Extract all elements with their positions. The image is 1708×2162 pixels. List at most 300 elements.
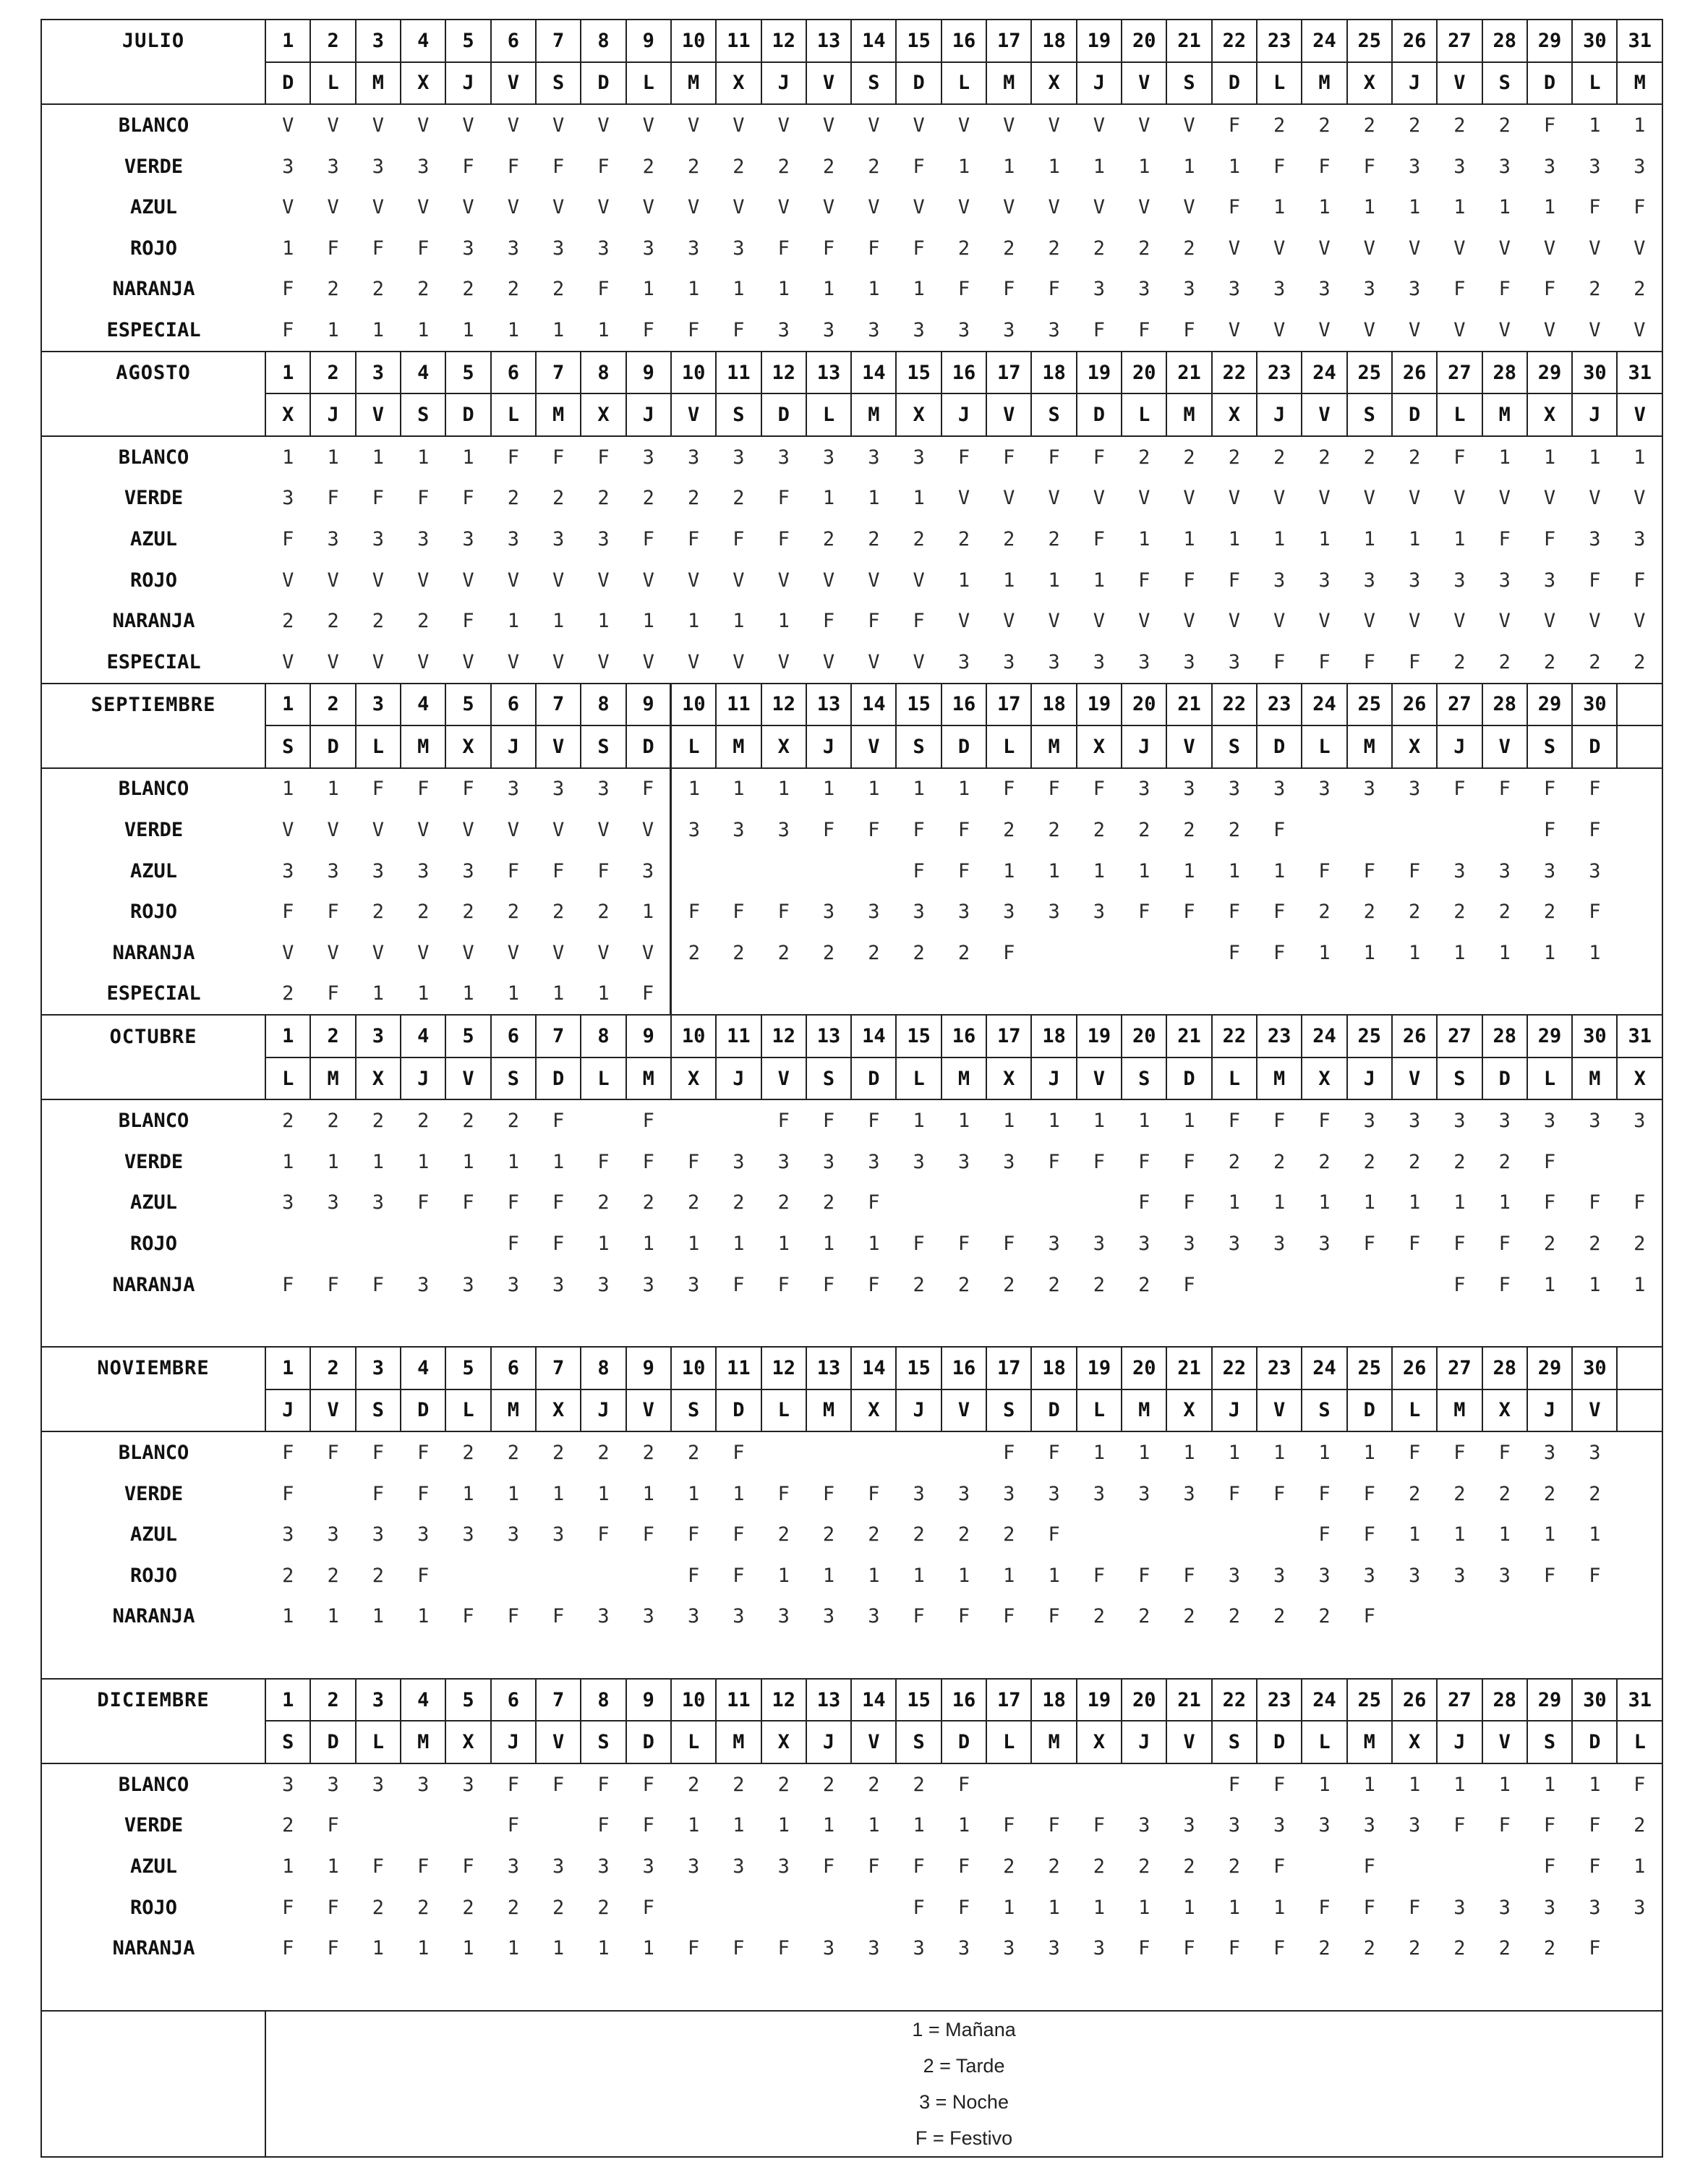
shift-code-cell: F <box>597 1814 610 1837</box>
weekday-letter: L <box>1527 1057 1572 1100</box>
day-number: 12 <box>761 1679 806 1721</box>
shift-code-cell: F <box>462 778 474 801</box>
team-shift-row <box>41 1805 1662 1847</box>
shift-code-cell: F <box>462 487 474 510</box>
day-number: 11 <box>716 1347 761 1389</box>
shift-code-cell: F <box>1318 1482 1331 1505</box>
shift-code-cell: F <box>1273 155 1286 178</box>
day-number: 23 <box>1257 20 1302 62</box>
shift-code-cell <box>941 974 986 1016</box>
shift-code-cell: V <box>1183 196 1195 219</box>
shift-code-cell: V <box>597 196 610 219</box>
shift-code-cell: F <box>1093 1150 1106 1173</box>
weekday-letter: S <box>401 393 445 436</box>
weekday-letter: M <box>1572 1057 1617 1100</box>
shift-code-cell: 1 <box>1093 155 1106 178</box>
shift-code-cell: 3 <box>1183 1814 1195 1837</box>
team-label: VERDE <box>41 478 265 519</box>
shift-code-cell: 3 <box>1408 278 1421 301</box>
shift-code-cell <box>851 1969 896 2011</box>
team-shift-row <box>41 1887 1662 1928</box>
shift-code-cell: V <box>1093 196 1106 219</box>
weekday-letter: M <box>491 1389 536 1432</box>
shift-code-cell: 2 <box>417 1110 430 1133</box>
shift-code-cell <box>1347 1305 1392 1347</box>
shift-code-cell <box>761 851 806 892</box>
day-number: 9 <box>626 1679 671 1721</box>
shift-code-cell <box>1166 1969 1211 2011</box>
team-label: NARANJA <box>41 600 265 642</box>
shift-code-cell: 1 <box>1543 941 1556 964</box>
shift-code-cell: 3 <box>1003 901 1015 924</box>
shift-code-cell <box>716 1887 761 1928</box>
shift-code-cell <box>806 1969 851 2011</box>
shift-code-cell: F <box>552 1773 565 1796</box>
weekday-letter: V <box>536 1721 581 1763</box>
shift-code-cell: F <box>1318 1523 1331 1546</box>
shift-code-cell: F <box>1392 642 1437 684</box>
weekday-letter: L <box>1212 1057 1257 1100</box>
shift-code-cell: 3 <box>913 1937 925 1960</box>
day-number: 25 <box>1347 20 1392 62</box>
shift-code-cell: 1 <box>1589 446 1601 469</box>
shift-code-cell: F <box>671 310 716 352</box>
shift-code-cell: F <box>733 527 745 550</box>
shift-code-cell <box>1527 974 1572 1016</box>
shift-code-cell: F <box>462 1191 474 1214</box>
shift-code-cell: F <box>282 1273 294 1296</box>
day-number: 21 <box>1166 1679 1211 1721</box>
shift-code-cell <box>1077 932 1122 974</box>
shift-code-cell: V <box>507 196 519 219</box>
team-shift-row <box>41 228 1662 269</box>
shift-code-cell <box>896 974 941 1016</box>
shift-code-cell: V <box>417 196 430 219</box>
shift-code-cell: V <box>1498 610 1511 633</box>
shift-code-cell: 2 <box>282 1564 294 1587</box>
shift-code-cell <box>1302 1264 1346 1306</box>
shift-code-cell: V <box>1138 610 1150 633</box>
weekday-letter: L <box>761 1389 806 1432</box>
shift-code-cell: 1 <box>687 1814 700 1837</box>
team-label: ROJO <box>41 1887 265 1928</box>
weekday-letter: J <box>896 1389 941 1432</box>
shift-code-cell: 1 <box>372 1937 385 1960</box>
day-number: 11 <box>716 1679 761 1721</box>
shift-code-cell: F <box>1003 941 1015 964</box>
shift-code-cell <box>1482 1846 1527 1887</box>
shift-code-cell: 1 <box>1093 1110 1106 1133</box>
day-number: 4 <box>401 20 445 62</box>
day-number: 19 <box>1077 352 1122 394</box>
day-number: 8 <box>581 20 625 62</box>
shift-code-cell <box>1347 974 1392 1016</box>
shift-code-cell: 2 <box>1138 1605 1150 1628</box>
shift-code-cell: 1 <box>1183 1110 1195 1133</box>
shift-code-cell: F <box>1498 1814 1511 1837</box>
shift-code-cell: 1 <box>1408 196 1421 219</box>
shift-code-cell: 3 <box>1543 1110 1556 1133</box>
shift-code-cell <box>941 1637 986 1679</box>
day-number: 1 <box>265 1347 310 1389</box>
team-label: VERDE <box>41 1473 265 1515</box>
shift-code-cell: 3 <box>327 859 339 882</box>
shift-code-cell: F <box>1048 1523 1060 1546</box>
day-number: 16 <box>941 1679 986 1721</box>
shift-code-cell <box>1212 1264 1257 1306</box>
shift-code-cell <box>896 1183 941 1224</box>
shift-code-cell: F <box>1363 1896 1375 1919</box>
shift-code-cell: 2 <box>913 1273 925 1296</box>
shift-code-cell: V <box>1453 237 1466 260</box>
shift-code-cell <box>1617 851 1662 892</box>
shift-code-cell: 2 <box>957 237 970 260</box>
day-number: 10 <box>671 352 716 394</box>
shift-code-cell <box>1437 1846 1482 1887</box>
weekday-letter: S <box>806 1057 851 1100</box>
weekday-letter: V <box>1482 725 1527 768</box>
shift-code-cell <box>581 1637 625 1679</box>
shift-code-cell: 3 <box>868 1150 880 1173</box>
shift-code-cell: V <box>282 114 294 137</box>
shift-code-cell: F <box>1453 446 1466 469</box>
team-label: ROJO <box>41 1223 265 1264</box>
shift-code-cell: F <box>327 487 339 510</box>
team-shift-row <box>41 768 1662 810</box>
weekday-letter: J <box>806 725 851 768</box>
shift-code-cell: F <box>552 1191 565 1214</box>
day-number: 15 <box>896 20 941 62</box>
shift-code-cell: 2 <box>687 1773 700 1796</box>
shift-code-cell: 2 <box>687 487 700 510</box>
day-number: 4 <box>401 1679 445 1721</box>
day-number: 2 <box>310 352 355 394</box>
team-shift-row <box>41 146 1662 187</box>
shift-code-cell: 1 <box>868 1233 880 1256</box>
shift-code-cell: F <box>1498 1441 1511 1464</box>
shift-code-cell: 2 <box>327 278 339 301</box>
shift-code-cell: F <box>1408 859 1421 882</box>
shift-code-cell <box>1212 1305 1257 1347</box>
weekday-letter: L <box>1302 725 1346 768</box>
shift-code-cell: 3 <box>1363 778 1375 801</box>
weekday-letter: L <box>356 1721 401 1763</box>
team-shift-row <box>41 1846 1662 1887</box>
shift-code-cell: F <box>1077 310 1122 352</box>
weekday-letter: X <box>536 1389 581 1432</box>
shift-code-cell: 2 <box>265 974 310 1016</box>
shift-code-cell <box>1302 1305 1346 1347</box>
shift-code-cell: 1 <box>822 487 835 510</box>
shift-code-cell <box>1166 974 1211 1016</box>
shift-code-cell: 1 <box>1363 941 1375 964</box>
shift-code-cell: F <box>1003 778 1015 801</box>
weekday-letter: D <box>1527 62 1572 105</box>
day-number: 18 <box>1031 352 1076 394</box>
shift-code-cell: F <box>1228 941 1240 964</box>
day-number: 9 <box>626 684 671 726</box>
shift-code-cell: 2 <box>462 901 474 924</box>
shift-code-cell: F <box>671 891 716 932</box>
shift-code-cell: 3 <box>1048 1233 1060 1256</box>
day-number: 29 <box>1527 352 1572 394</box>
legend-spacer <box>41 2011 265 2157</box>
shift-code-cell <box>1392 1264 1437 1306</box>
shift-code-cell: 2 <box>1138 1855 1150 1878</box>
shift-code-cell: F <box>1318 1896 1331 1919</box>
shift-code-cell: 3 <box>1498 859 1511 882</box>
month-weekday-row <box>41 393 1662 436</box>
shift-code-cell <box>1347 1264 1392 1306</box>
weekday-letter: L <box>1392 1389 1437 1432</box>
day-number: 6 <box>491 1679 536 1721</box>
weekday-letter: D <box>1077 393 1122 436</box>
shift-code-cell: 1 <box>777 1814 790 1837</box>
shift-code-cell <box>671 1969 716 2011</box>
shift-code-cell: 1 <box>1498 1191 1511 1214</box>
shift-code-cell: F <box>1093 446 1106 469</box>
shift-code-cell <box>581 1305 625 1347</box>
shift-code-cell: F <box>1048 1605 1060 1628</box>
shift-code-cell: 2 <box>777 1523 790 1546</box>
shift-code-cell: 2 <box>1003 1523 1015 1546</box>
weekday-letter: L <box>445 1389 490 1432</box>
shift-code-cell: 3 <box>1048 901 1060 924</box>
shift-code-cell: V <box>641 941 654 964</box>
shift-code-cell: 1 <box>1228 859 1240 882</box>
shift-code-cell: V <box>552 569 565 592</box>
day-number: 14 <box>851 20 896 62</box>
shift-code-cell: 3 <box>1273 1814 1286 1837</box>
shift-code-cell <box>1031 974 1076 1016</box>
shift-code-cell: F <box>1363 1523 1375 1546</box>
shift-code-cell <box>1031 932 1076 974</box>
shift-code-cell: 2 <box>327 1564 339 1587</box>
shift-code-cell: V <box>777 569 790 592</box>
shift-code-cell <box>445 1969 490 2011</box>
shift-code-cell: F <box>626 974 671 1016</box>
shift-code-cell: V <box>641 819 654 842</box>
shift-code-cell: 1 <box>1498 1773 1511 1796</box>
shift-code-cell: F <box>372 778 385 801</box>
shift-code-cell: V <box>716 642 761 684</box>
shift-code-cell: 3 <box>417 1773 430 1796</box>
day-number: 31 <box>1617 1679 1662 1721</box>
shift-code-cell: 1 <box>777 278 790 301</box>
shift-code-cell: F <box>1003 1814 1015 1837</box>
shift-code-cell <box>1212 1637 1257 1679</box>
shift-code-cell <box>536 1555 581 1596</box>
shift-roster-sheet <box>40 19 1663 2158</box>
shift-code-cell: 2 <box>282 1110 294 1133</box>
shift-code-cell: 1 <box>777 1233 790 1256</box>
day-number: 24 <box>1302 1015 1346 1057</box>
weekday-letter: L <box>671 1721 716 1763</box>
shift-code-cell: V <box>581 642 625 684</box>
shift-code-cell: 1 <box>642 1482 654 1505</box>
shift-code-cell: 3 <box>1228 278 1240 301</box>
shift-code-cell: 2 <box>957 527 970 550</box>
shift-code-cell: 2 <box>642 487 654 510</box>
shift-code-cell <box>1302 809 1346 851</box>
shift-code-cell: F <box>462 1605 474 1628</box>
weekday-letter: M <box>716 1721 761 1763</box>
day-number: 14 <box>851 352 896 394</box>
shift-code-cell <box>1302 974 1346 1016</box>
shift-code-cell <box>356 1969 401 2011</box>
day-number: 20 <box>1122 1679 1166 1721</box>
weekday-letter: D <box>1166 1057 1211 1100</box>
team-shift-row <box>41 1555 1662 1596</box>
shift-code-cell: 1 <box>1183 1441 1195 1464</box>
day-number: 17 <box>986 352 1031 394</box>
shift-code-cell: 3 <box>642 1855 654 1878</box>
shift-code-cell: 1 <box>1138 1110 1150 1133</box>
shift-code-cell: 2 <box>1138 446 1150 469</box>
shift-code-cell: V <box>552 941 565 964</box>
month-weekday-row <box>41 62 1662 105</box>
shift-code-cell: 2 <box>733 487 745 510</box>
shift-code-cell <box>1347 1637 1392 1679</box>
shift-code-cell: 1 <box>1093 1896 1106 1919</box>
shift-code-cell: 1 <box>1589 1273 1601 1296</box>
shift-code-cell: 3 <box>957 1937 970 1960</box>
team-label: BLANCO <box>41 1431 265 1473</box>
shift-code-cell <box>1122 1969 1166 2011</box>
weekday-letter: V <box>445 1057 490 1100</box>
shift-code-cell <box>1572 974 1617 1016</box>
shift-code-cell: 3 <box>462 237 474 260</box>
team-shift-row <box>41 1223 1662 1264</box>
shift-code-cell: 2 <box>868 1523 880 1546</box>
shift-code-cell: 2 <box>687 1441 700 1464</box>
weekday-letter: M <box>1031 725 1076 768</box>
weekday-letter: V <box>1166 725 1211 768</box>
shift-code-cell: 3 <box>1408 155 1421 178</box>
shift-code-cell: 3 <box>372 859 385 882</box>
shift-code-cell: 2 <box>1318 901 1331 924</box>
shift-code-cell: V <box>851 642 896 684</box>
shift-code-cell: V <box>1498 487 1511 510</box>
weekday-letter: S <box>1122 1057 1166 1100</box>
shift-code-cell <box>986 1969 1031 2011</box>
shift-code-cell <box>356 1223 401 1264</box>
shift-code-cell: 1 <box>1498 446 1511 469</box>
shift-code-cell <box>1482 1969 1527 2011</box>
shift-code-cell: F <box>1273 1937 1286 1960</box>
shift-code-cell: F <box>1498 527 1511 550</box>
shift-code-cell: 2 <box>913 1523 925 1546</box>
shift-code-cell <box>1031 1183 1076 1224</box>
shift-code-cell: V <box>282 569 294 592</box>
shift-code-cell <box>1077 1969 1122 2011</box>
shift-code-cell: 3 <box>1273 569 1286 592</box>
shift-code-cell: V <box>1408 237 1421 260</box>
shift-code-cell: 2 <box>1408 1482 1421 1505</box>
shift-code-cell: F <box>552 1605 565 1628</box>
weekday-letter: L <box>806 393 851 436</box>
shift-code-cell: F <box>462 1855 474 1878</box>
shift-code-cell: F <box>1183 1937 1195 1960</box>
shift-code-cell: F <box>1302 642 1346 684</box>
weekday-letter: V <box>671 393 716 436</box>
shift-code-cell <box>761 974 806 1016</box>
shift-code-cell: 1 <box>356 974 401 1016</box>
shift-code-cell: F <box>1363 1482 1375 1505</box>
shift-code-cell <box>1572 1141 1617 1183</box>
day-number: 12 <box>761 1015 806 1057</box>
shift-code-cell: F <box>777 487 790 510</box>
shift-code-cell: 3 <box>761 310 806 352</box>
weekday-letter: M <box>401 1721 445 1763</box>
shift-code-cell <box>1437 809 1482 851</box>
shift-code-cell: F <box>1228 901 1240 924</box>
day-number: 22 <box>1212 1015 1257 1057</box>
day-number: 4 <box>401 352 445 394</box>
day-number: 1 <box>265 20 310 62</box>
shift-code-cell: 3 <box>372 1523 385 1546</box>
shift-code-cell: 2 <box>1138 819 1150 842</box>
shift-code-cell: 3 <box>777 819 790 842</box>
shift-code-cell: 1 <box>1138 527 1150 550</box>
shift-code-cell: 1 <box>957 1110 970 1133</box>
team-label: AZUL <box>41 187 265 228</box>
shift-code-cell: 2 <box>1543 1482 1556 1505</box>
weekday-letter: S <box>1527 725 1572 768</box>
weekday-letter: X <box>265 393 310 436</box>
shift-code-cell: 2 <box>1318 1150 1331 1173</box>
day-number: 30 <box>1572 1015 1617 1057</box>
weekday-letter: X <box>761 1721 806 1763</box>
shift-code-cell: F <box>1589 819 1601 842</box>
shift-code-cell: V <box>462 941 474 964</box>
shift-code-cell <box>1527 1637 1572 1679</box>
shift-code-cell: F <box>1048 778 1060 801</box>
shift-code-cell: F <box>1228 1482 1240 1505</box>
day-number: 21 <box>1166 684 1211 726</box>
shift-code-cell <box>356 1305 401 1347</box>
weekday-letter: M <box>1617 62 1662 105</box>
shift-code-cell: 1 <box>1003 859 1015 882</box>
shift-code-cell <box>1122 1637 1166 1679</box>
shift-code-cell: 1 <box>1318 941 1331 964</box>
shift-code-cell: F <box>372 1855 385 1878</box>
shift-code-cell: 1 <box>822 1233 835 1256</box>
shift-code-cell: F <box>1363 859 1375 882</box>
shift-code-cell <box>806 974 851 1016</box>
shift-code-cell: 3 <box>642 1273 654 1296</box>
shift-code-cell: 2 <box>1003 819 1015 842</box>
day-number: 23 <box>1257 684 1302 726</box>
shift-code-cell: V <box>597 569 610 592</box>
shift-code-cell: 3 <box>671 809 716 851</box>
shift-code-cell: 3 <box>957 1150 970 1173</box>
shift-code-cell: 2 <box>1228 819 1240 842</box>
shift-code-cell: V <box>733 196 745 219</box>
shift-code-cell: F <box>327 237 339 260</box>
shift-code-cell: 1 <box>822 1814 835 1837</box>
team-shift-row <box>41 1514 1662 1555</box>
shift-code-cell: V <box>1048 610 1060 633</box>
shift-code-cell: 1 <box>1318 1191 1331 1214</box>
weekday-letter: D <box>1392 393 1437 436</box>
day-number: 4 <box>401 684 445 726</box>
shift-code-cell: F <box>1617 560 1662 601</box>
shift-code-cell <box>1617 1141 1662 1183</box>
shift-code-cell: F <box>868 1482 880 1505</box>
shift-code-cell: F <box>1122 310 1166 352</box>
shift-code-cell: V <box>327 196 339 219</box>
